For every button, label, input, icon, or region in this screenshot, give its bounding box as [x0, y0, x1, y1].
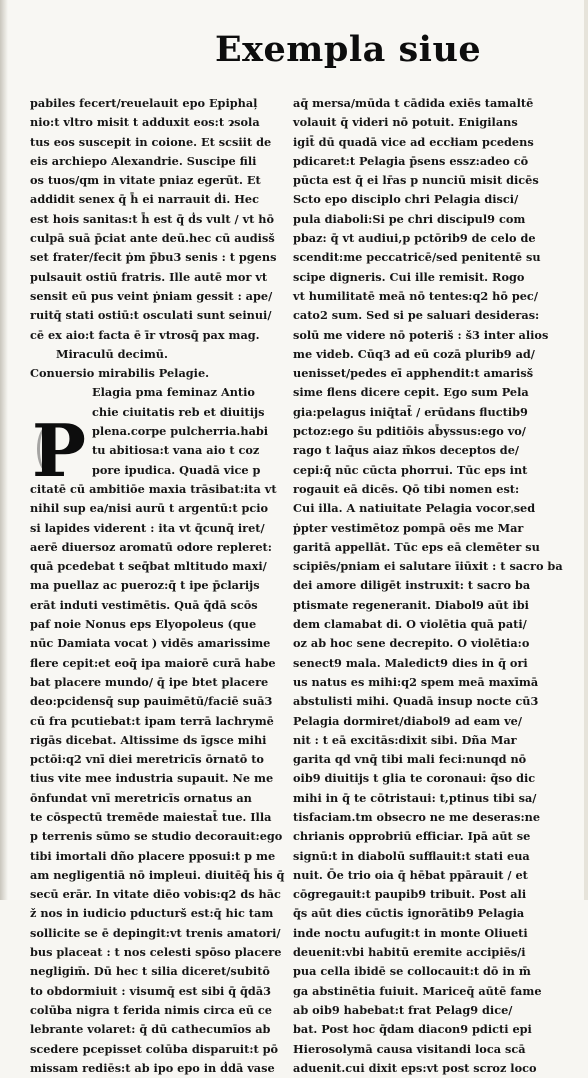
text-line: pulsauit ostiū fratris. Ille autē mor vt — [30, 269, 268, 284]
text-line: ōnfundat vnī̄ meretricīs ornatus an — [30, 790, 252, 805]
text-line: pula diaboli:Si pe chri discipul9 com — [293, 211, 526, 226]
text-line: addidit senex q̄ h̄ ei narrauit ḋi. Hec — [30, 192, 259, 207]
text-line: garita qd vnq̄ tibi mali feci:nunqd nō — [293, 752, 527, 767]
text-line: pctōi:q2 vnī̄ diei meretricīs ōrnatō to — [30, 752, 264, 767]
text-line: senect9 mala. Maledict9 dies in q̄ ori — [293, 655, 528, 670]
text-line: abstulisti mihi. Quadā insup nocte cū3 — [293, 694, 539, 709]
text-line: ruitq̄ stati ostiū:t osculati sunt seinui/ — [30, 308, 272, 323]
right-column — [293, 94, 563, 1075]
text-line: ž nos in iudicio pducturš est:q̄ hic tam — [30, 906, 274, 921]
text-line: aq̄ mersa/mūda t cādida exiēs tamaltē — [293, 96, 534, 110]
text-line: pdicaret:t Pelagia p̄sens essz:adeo cō — [293, 153, 529, 168]
text-line: te cōspectū tremēde maiestat̄ tue. Illa — [30, 809, 272, 824]
chapter-number: Miraculū decimū. — [56, 346, 168, 361]
chapter-title: Conuersio mirabilis Pelagie. — [30, 366, 210, 381]
text-line: quā pcedebat t seq̄bat mltitudo maxi/ — [30, 559, 267, 574]
text-line: ma puellaz ac pueroz:q̄ t ipe p̄clarijs — [30, 578, 260, 593]
text-line: ṗpter vestimētoz pompā oēs me Mar — [293, 520, 524, 535]
text-line: bus placeat : t nos celesti spōso placere — [30, 945, 282, 960]
text-line: aerē diuersoz aromatū odore repleret: — [30, 539, 272, 554]
text-line: ptismate regeneranit. Diabol9 aūt ibi — [293, 597, 529, 612]
text-line: pua cella ibidē se collocauit:t dō in m̄ — [293, 964, 531, 979]
text-line: mihi in q̄ te cōtristaui: t,ptinus tibi sa/ — [293, 790, 537, 805]
text-line: uenisset/pedes eī̄ apphendit:t amarisš — [293, 366, 534, 381]
text-line: set frater/fecit ṗm p̄bu3 senis : t pgens — [30, 250, 277, 265]
text-line: volauit q̄ videri nō potuit. Enigilans — [293, 115, 518, 130]
left-column — [30, 94, 285, 1075]
gutter-shadow — [0, 0, 8, 900]
text-line: signū:t in diabolū sufflauit:t stati eua — [293, 848, 530, 863]
text-line: culpā suā p̄ciat ante deū.hec cū audisš — [30, 231, 275, 246]
decorated-initial: P — [31, 408, 87, 493]
text-line: aduenit.cui dixit eps:vt post scroz loco — [293, 1060, 537, 1075]
text-line: us natus es mihi:q2 spem meā maxīmā — [293, 674, 539, 689]
text-line: citatē cū ambitiōe maxia trāsibat:ita vt — [30, 481, 277, 496]
text-line: est hois sanitas:t h̄ est q̄ ḋs vult / vt hō — [30, 211, 275, 226]
text-line: pbaz: q̄ vt audiui,p pctōrib9 de celo de — [293, 231, 536, 246]
text-line: scipiēs/pniam ei salutare īiūxit : t sacro ba — [293, 559, 563, 574]
text-line: cato2 sum. Sed si pe saluari desideras: — [293, 308, 540, 323]
text-line: solū me videre nō poteriš : š3 inter alios — [293, 327, 549, 342]
text-line: ab oib9 habebat:t frat Pelag9 dice/ — [293, 1002, 513, 1017]
text-line: pore ipudica. Quadā vice p — [92, 462, 261, 477]
text-line: nio:t vltro misit t adduxit eos:t ɂsola — [30, 115, 260, 130]
text-line: chrianis opprobriū efficiar. Ipā aūt se — [293, 829, 531, 844]
text-line: bat. Post hoc q̄dam diacon9 pdicti epi — [293, 1022, 532, 1037]
text-line: bat placere mundo/ q̄ ipe btet placere — [30, 674, 269, 689]
text-line: gia:pelagus iniq̄tat̄ / erūdans fluctib9 — [293, 404, 528, 419]
text-line: tus eos suscepit in coione. Et scsiit de — [30, 134, 272, 149]
text-line: scedere pcepisset colūba disparuit:t pō — [30, 1041, 279, 1056]
text-line: Pelagia dormiret/diabol9 ad eam ve/ — [293, 713, 522, 728]
text-line: rogauit eā dicēs. Qō tibi nomen est: — [293, 481, 520, 496]
text-line: rigās dicebat. Altissime ds īgsce mihi — [30, 732, 267, 747]
text-line: Hierosolymā causa visitandi loca scā — [293, 1041, 526, 1056]
text-line: cē ex aio:t facta ē ī̄r vtrosq̄ pax mag. — [30, 327, 260, 342]
running-title: Exempla siue — [215, 29, 482, 70]
text-line: nūc Damiata vocat ) vidēs amarissime — [30, 636, 271, 651]
text-line: Scto epo disciplo chri Pelagia disci/ — [293, 192, 519, 207]
text-line: oib9 diuitijs t glia te coronaui: q̄so dic — [293, 771, 536, 786]
text-line: cepi:q̄ nūc cūcta phorrui. Tūc eps int — [293, 462, 528, 477]
text-line: dem clamabat di. O violētia quā pati/ — [293, 617, 527, 632]
text-line: nuit. Ōe trio oia q̄ hēbat ppārauit / et — [293, 867, 528, 882]
text-line: rago t laq̄us aiaz m̄kos deceptos de/ — [293, 443, 520, 458]
text-line: secū erār. In vitate diēo vobis:q2 ds hāc — [30, 887, 281, 902]
text-line: vt humilitatē meā nō tentes:q2 hō pec/ — [293, 288, 538, 303]
text-line: p terrenis sūmo se studio decorauit:ego — [30, 829, 283, 844]
text-line: Elagia pma feminaz Antio — [92, 385, 255, 400]
text-line: q̄s aūt dies cūctis ignorātib9 Pelagia — [293, 906, 525, 921]
text-line: inde noctu aufugit:t in monte Oliueti — [293, 925, 528, 940]
text-line: tibi imortali dño placere pposui:t p me — [30, 848, 276, 863]
text-line: os tuos/qm in vitate pniaz egerūt. Et — [30, 173, 261, 188]
text-line: paf noie Nonus eps Elyopoleus (que — [30, 617, 257, 632]
text-line: me videb. Cūq3 ad eū cozā plurib9 ad/ — [293, 346, 535, 361]
text-line: flere cepit:et eoq̄ ipa maiorē curā habe — [30, 655, 276, 670]
page-edge — [584, 0, 588, 900]
text-line: cū fra pcutiebat:t ipam terrā lachrymē — [30, 713, 274, 728]
text-line: pūcta est q̄ ei lr̄as p nunciū misit dicēs — [293, 173, 539, 188]
text-line: igit̄ dū quadā vice ad eccłiam pcedens — [293, 134, 534, 149]
text-line: to obdormiuit : visumq̄ est sibi q̄ q̄dā3 — [30, 983, 272, 998]
text-line: nihil sup ea/nisi aurū t argentū:t pcio — [30, 501, 269, 516]
text-line: erāt induti vestimētis. Quā q̄dā scōs — [30, 597, 258, 612]
text-line: deo:pcidensq̄ sup pauimētū/faciē suā3 — [30, 694, 273, 709]
text-line: ga abstinētia fuiuit. Mariceq̄ aūtē fame — [293, 983, 542, 998]
text-line: scendit:me peccatricē/sed penitentē su — [293, 250, 541, 265]
text-line: scipe digneris. Cui ille remisit. Rogo — [293, 269, 525, 284]
text-line: sollicite se ē depingit:vt trenis amatori/ — [30, 925, 281, 940]
text-line: oz ab hoc sene decrepito. O violētia:o — [293, 636, 530, 651]
text-line: dei amore diligēt instruxit: t sacro ba — [293, 578, 531, 593]
text-line: sime flens dicere cepit. Ego sum Pela — [293, 385, 529, 400]
text-line: nit : t eā excitās:dixit sibi. Dña Mar — [293, 732, 517, 747]
text-line: Cui illa. A natiuitate Pelagia vocorˌsed — [293, 501, 536, 516]
text-line: pabiles fecert/reuelauit epo Epiphaļ — [30, 96, 258, 110]
text-line: eis archiepo Alexandrie. Suscipe fili — [30, 153, 257, 168]
text-line: chie ciuitatis reb et diuitijs — [92, 404, 265, 419]
text-line: lebrante volaret: q̄ dū cathecumīos ab — [30, 1022, 271, 1037]
text-line: negligim̄. Dū hec t silia diceret/subitō — [30, 964, 270, 979]
text-line: tius vite mee industria supauit. Ne me — [30, 771, 274, 786]
text-line: tisfaciam.tm obsecro ne me deseras:ne — [293, 809, 541, 824]
text-line: cōgregauit:t paupib9 tribuit. Post ali — [293, 887, 527, 902]
text-line: si lapides viderent : ita vt q̄cunq̄ iret/ — [30, 520, 265, 535]
text-line: tu abitiosa:t vana aio t coz — [92, 443, 260, 458]
text-line: pctoz:ego s̄u pditiōis ab̄yssus:ego vo/ — [293, 424, 526, 439]
text-line: missam rediēs:t ab ipo epo in ḋdā vase — [30, 1060, 275, 1075]
text-line: colūba nigra t ferida nimis circa eū ce — [30, 1002, 272, 1017]
text-line: am negligentiā nō impleui. diuitēq̄ h̄is q̄ — [30, 867, 285, 882]
text-line: deuenit:vbi habitū eremite accipiēs/i — [293, 945, 526, 960]
text-line: plena.corpe pulcherria.habi — [92, 424, 269, 439]
text-line: garitā appellāt. Tūc eps eā clemēter su — [293, 539, 540, 554]
text-line: sensit eū pus veint ṗniam gessit : ape/ — [30, 288, 273, 303]
